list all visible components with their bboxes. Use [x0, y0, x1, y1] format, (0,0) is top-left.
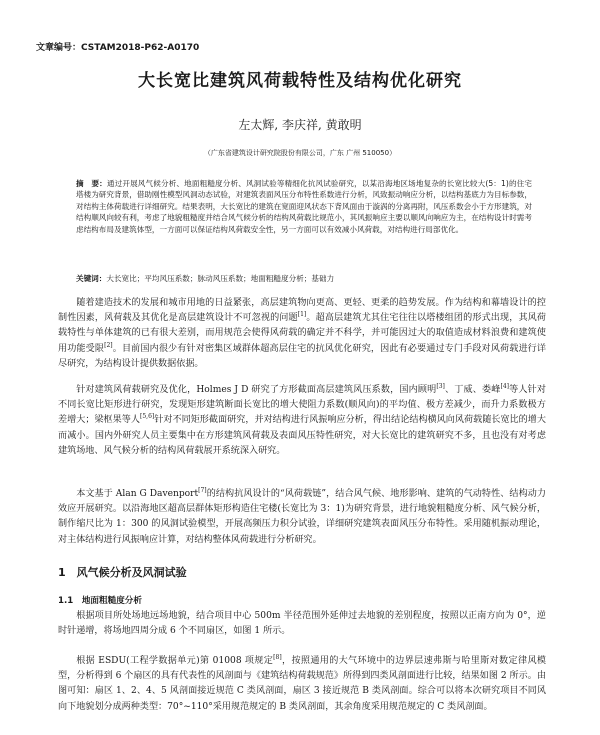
citation: [4] — [500, 382, 509, 390]
abstract — [76, 178, 532, 235]
keywords-label: 关键词： — [76, 274, 107, 283]
article-number: 文章编号：CSTAM2018-P62-A0170 — [36, 43, 200, 53]
citation: [8] — [273, 653, 282, 661]
p2-text-c: 等人针对不同长宽比矩形进行研究，发现矩形建筑断面长宽比的增大使阻力系数(顺风向)的平均值、极方差减少，而升力系数极方差增大；梁枢果等人 — [58, 385, 546, 426]
keywords-text: 大长宽比；平均风压系数；脉动风压系数；地面粗糙度分析；基础力 — [106, 274, 335, 283]
citation: [1] — [297, 311, 307, 319]
keywords — [76, 273, 532, 284]
p5-text-b: ，按照通用的大气环境中的边界层速弗斯与哈里斯对数定律风模型，分析得到 6 个扇区的具有代表性的风剖面与《建筑结构荷载规范》所得到四类风剖面进行比较，结果如图 2 所示。由图可知：扇区 1、2、4、5 风剖面接近规范 C 类风剖面，扇区 3 接近规范 B 类风剖面。综合可以将本次研究项目不同风向下地貌划分成两种类型：70°~110°采用规范规定的 B 类风剖面，其余角度采用规范规定的 C 类风剖面。 — [58, 656, 546, 712]
p2-text-b: 、丁威、娄峰 — [444, 385, 501, 395]
p1-text-b: 。超高层建筑尤其住宅往往以塔楼组团的形式出现，其风荷载特性与单体建筑的已有很大差别，而用规范会使得风荷载的确定并不科学，并可能因过大的取值造成材料浪费和建筑使用功能受限 — [58, 313, 546, 354]
citation: [7] — [198, 486, 207, 494]
section-paragraph-1 — [58, 609, 546, 639]
p3-text-b: 的结构抗风设计的“风荷载链”，结合风气候、地形影响、建筑的气动特性、结构动力效应开展研究。以沿海地区超高层群体矩形构造住宅楼(长宽比为 3：1)为研究背景，进行地貌粗糙度分析、风气候分析，制作缩尺比为 1：300 的风洞试验模型，开展高频压力积分试验，详细研究建筑表面风压分布特性。采用随机振动理论，对主体结构进行风振响应计算，对结构整体风荷载进行分析研究。 — [58, 489, 546, 545]
p3-text-a: 本文基于 Alan G Davenport — [76, 489, 199, 499]
abstract-text: 通过开展风气候分析、地面粗糙度分析、风洞试验等精细化抗风试验研究，以某沿海地区场地复杂的长宽比较大(5：1)的住宅塔楼为研究背景，借助刚性模型风洞动态试验，对建筑表面风压分布特性系数进行分析，风致振动响应分析，以结构基底力为目标参数，对结构主体荷载进行详细研究。结果表明，大长宽比的建筑在宽面迎风状态下背风面由于漩涡的分离再附，风压系数会小于方形建筑，对结构顺风向较有利，考虑了地貌粗糙度并结合风气候分析的结构风荷载比规范小，其风振响应主要以顺风向响应为主，在结构设计时需考虑结构布局及建筑体型，一方面可以保证结构风荷载安全性，另一方面可以有效减小风荷载，对结构进行局部优化。 — [76, 179, 532, 234]
paper-title: 大长宽比建筑风荷载特性及结构优化研究 — [138, 71, 462, 91]
subsection-heading-1-1: 1.1 地面粗糙度分析 — [58, 596, 142, 606]
p4-text: 根据项目所处场地远场地貌，结合项目中心 500m 半径范围外延伸过去地貌的差别程度，按照以正南方向为 0°，逆时针递增，将场地四周分成 6 个不同扇区，如图 1 所示。 — [58, 611, 546, 637]
p1-text-c: 。目前国内很少有针对密集区域群体超高层住宅的抗风优化研究，因此有必要通过专门手段对风荷载进行详尽研究，为结构设计提供数据依据。 — [58, 343, 546, 369]
section-heading-1: 1 风气候分析及风洞试验 — [58, 566, 187, 579]
citation: [2] — [104, 341, 113, 349]
p1-text-a: 随着建造技术的发展和城市用地的日益紧张，高层建筑物向更高、更轻、更柔的趋势发展。作为结构和幕墙设计的控制性因素，风荷载及其优化是高层建筑设计不可忽视的问题 — [58, 298, 546, 324]
abstract-label: 摘 要： — [76, 179, 107, 188]
p5-text-a: 根据 ESDU(工程学数据单元)第 01008 项规定 — [76, 656, 274, 666]
author-list: 左太辉, 李庆祥, 黄敢明 — [238, 118, 362, 132]
intro-paragraph-2 — [58, 383, 546, 459]
p2-text-d: 针对不同矩形截面研究，并对结构进行风振响应分析，得出结论结构横风向风荷载随长宽比的增大而减小。国内外研究人员主要集中在方形建筑风荷载及表面风压特性研究，对大长宽比的建筑研究不多，且也没有对考虑建筑场地、风气候分析的结构风荷载展开系统深入研究。 — [58, 415, 546, 456]
section-paragraph-2 — [58, 654, 546, 715]
intro-paragraph-3 — [58, 487, 546, 548]
citation: [5,6] — [140, 413, 155, 421]
p2-text-a: 针对建筑风荷载研究及优化，Holmes J D 研究了方形截面高层建筑风压系数，国内顾明 — [76, 385, 437, 395]
citation: [3] — [436, 382, 445, 390]
intro-paragraph-1 — [58, 296, 546, 372]
affiliation: （广东省建筑设计研究院股份有限公司，广东 广州 510050） — [203, 149, 397, 157]
